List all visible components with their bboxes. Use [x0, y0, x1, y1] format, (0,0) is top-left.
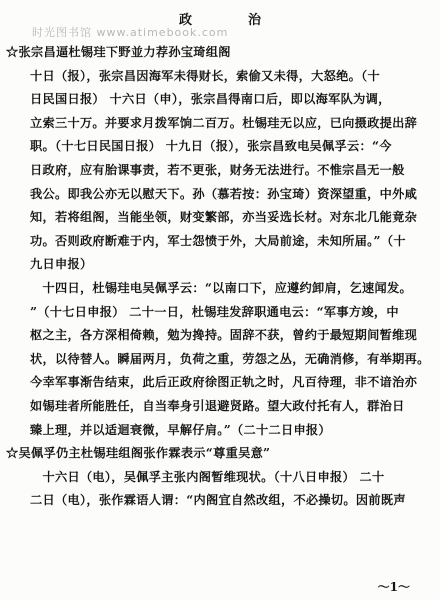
text-line: 二日（电），张作霖语人谓：“内阁宜自然改组，不必操切。因前既声 [30, 493, 406, 508]
text-line: 十日（报），张宗昌因海军未得财长，索偷又未得，大怒绝。（十 [30, 68, 380, 83]
text-line: 枢之主，各方深相倚赖，勉为搀持。固辞不获，曾约于最短期间暂维现 [30, 328, 418, 343]
text-line: ☆张宗昌逼杜锡珪下野並力荐孙宝琦组阁 [6, 45, 231, 59]
text-line: 知，若将组阁，当能坐领，财变繁部，亦当妥选长材。对东北几能竟杂 [30, 210, 418, 225]
text-line: 我公。即我公亦无以慰天下。孙（慕若按：孙宝琦）资深望重，中外咸 [30, 186, 418, 201]
text-line: 状，以待替人。瞬届两月，负荷之重，劳怨之丛，无确消修，有举期再。 [30, 351, 430, 366]
text-line: 职。（十七日民国日报） 十九日（报），张宗昌致电吴佩孚云：“今 [30, 139, 392, 154]
text-line: ”（十七日申报） 二十一日，杜锡珪发辞职通电云：“军事方竣，中 [30, 304, 399, 319]
text-line: 立索三十万。并要求月拨军饷二百万。杜锡珪无以应，已向摄政提出辞 [30, 115, 418, 130]
text-line: 功。否则政府断难于内，军士怨愤于外，大局前途，未知所届。”（十 [30, 233, 406, 248]
text-line: 日政府，应有胎课事责，若不更张，财务无法进行。不惟宗昌无一般 [30, 162, 405, 177]
text-line: 九日申报） [30, 257, 93, 272]
page-number: ～1～ [377, 580, 410, 594]
text-line: ☆吴佩孚仍主杜锡珪组阁张作霖表示“尊重吴意” [6, 446, 271, 461]
page-title: 政治 [178, 13, 317, 28]
text-body [0, 41, 440, 513]
text-line: 日民国日报） 十六日（申），张宗昌得南口后，即以海军队为调， [30, 92, 391, 107]
text-line: 今幸军事渐告结束，此后正政府徐图正轨之时，凡百待理，非不谙治亦 [30, 375, 418, 390]
text-line: 十四日，杜锡珪电吴佩孚云：“以南口下，应遵约卸肩，乞速闻发。 [30, 280, 412, 295]
text-line: 如锡珪者所能胜任，自当奉身引退避贤路。望大政付托有人，群治日 [30, 398, 405, 413]
text-line: 十六日（电），吴佩孚主张内阁暂维现状。（十八日申报） 二十 [30, 469, 385, 484]
text-line: 臻上理，并以适迴衰微，早解仔肩。”（二十二日申报） [30, 422, 331, 437]
watermark-text: 时光图书馆 www.atimebook.com [32, 26, 229, 39]
